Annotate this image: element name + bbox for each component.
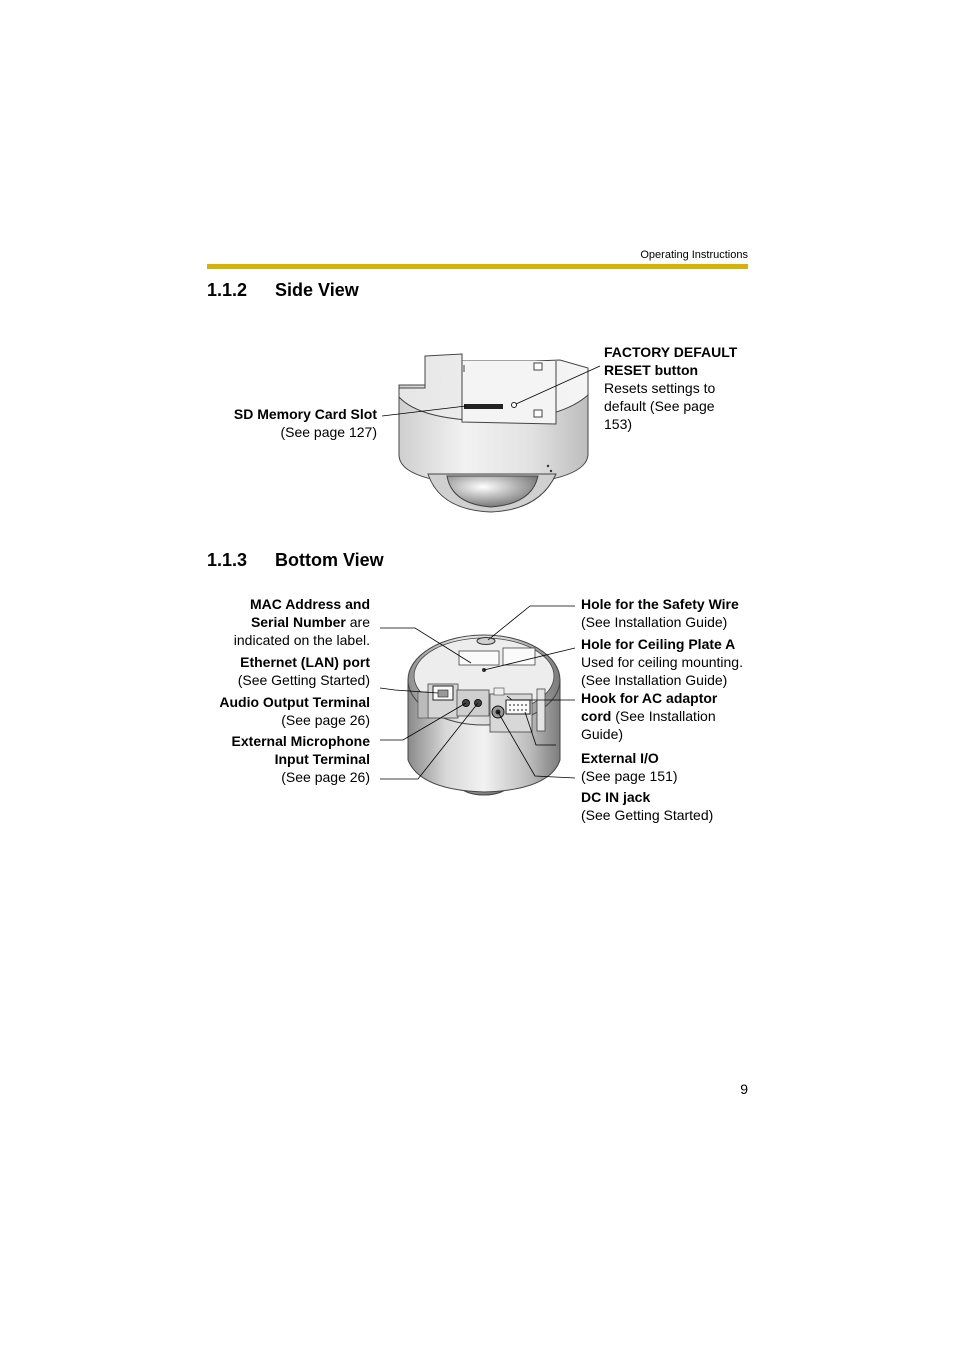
ethernet-title: Ethernet (LAN) port: [240, 654, 370, 670]
section-heading-bottom-view: [207, 550, 384, 571]
mac-callout: [190, 595, 370, 649]
external-io-desc: (See page 151): [581, 768, 678, 784]
ac-hook-desc-1: (See Installation: [611, 708, 716, 724]
ethernet-desc: (See Getting Started): [237, 672, 370, 688]
mic-callout: [190, 732, 370, 786]
factory-reset-callout: [604, 343, 754, 433]
ceiling-plate-callout: [581, 635, 743, 689]
ceiling-plate-desc-2: (See Installation Guide): [581, 672, 728, 688]
side-camera: [382, 354, 600, 512]
bottom-camera: [380, 606, 575, 795]
ac-hook-title-1: Hook for AC adaptor: [581, 690, 718, 706]
ceiling-plate-title: Hole for Ceiling Plate A: [581, 636, 736, 652]
mic-desc: (See page 26): [281, 769, 370, 785]
ac-hook-callout: [581, 689, 743, 743]
factory-reset-title-2: RESET button: [604, 362, 699, 378]
page-number: 9: [740, 1081, 748, 1097]
ac-hook-desc-2: Guide): [581, 726, 624, 742]
ethernet-callout: [190, 653, 370, 689]
external-io-title: External I/O: [581, 750, 659, 766]
mac-title-2: Serial Number: [250, 614, 346, 630]
reset-button: [512, 403, 517, 408]
audio-title: Audio Output Terminal: [219, 694, 370, 710]
section-number: 1.1.3: [207, 550, 248, 570]
sd-slot-desc: (See page 127): [280, 424, 377, 440]
sd-slot-title: SD Memory Card Slot: [233, 406, 377, 422]
mac-title-2-rest: are: [345, 614, 370, 630]
mac-title-1: MAC Address and: [249, 596, 370, 612]
dc-in-callout: [581, 788, 743, 824]
mac-desc: indicated on the label.: [233, 632, 370, 648]
section-title: Bottom View: [275, 550, 384, 570]
dc-in-desc: (See Getting Started): [581, 807, 714, 823]
mic-title-2: Input Terminal: [274, 751, 370, 767]
factory-reset-desc-1: Resets settings to: [604, 380, 716, 396]
running-header: Operating Instructions: [640, 249, 748, 261]
ac-hook-title-2: cord: [581, 708, 612, 724]
factory-reset-desc-2: default (See page: [604, 398, 715, 414]
factory-reset-desc-3: 153): [604, 416, 633, 432]
external-io-callout: [581, 749, 743, 785]
safety-wire-callout: [581, 595, 751, 631]
sd-slot-callout: [200, 405, 377, 441]
safety-wire-desc: (See Installation Guide): [581, 614, 728, 630]
audio-desc: (See page 26): [281, 712, 370, 728]
factory-reset-title-1: FACTORY DEFAULT: [604, 344, 738, 360]
sd-slot: [464, 404, 503, 409]
section-number: 1.1.2: [207, 280, 248, 300]
section-title: Side View: [275, 280, 359, 300]
mic-title-1: External Microphone: [231, 733, 370, 749]
ceiling-plate-desc-1: Used for ceiling mounting.: [581, 654, 743, 670]
audio-callout: [190, 693, 370, 729]
dc-in-title: DC IN jack: [581, 789, 651, 805]
safety-wire-title: Hole for the Safety Wire: [581, 596, 739, 612]
